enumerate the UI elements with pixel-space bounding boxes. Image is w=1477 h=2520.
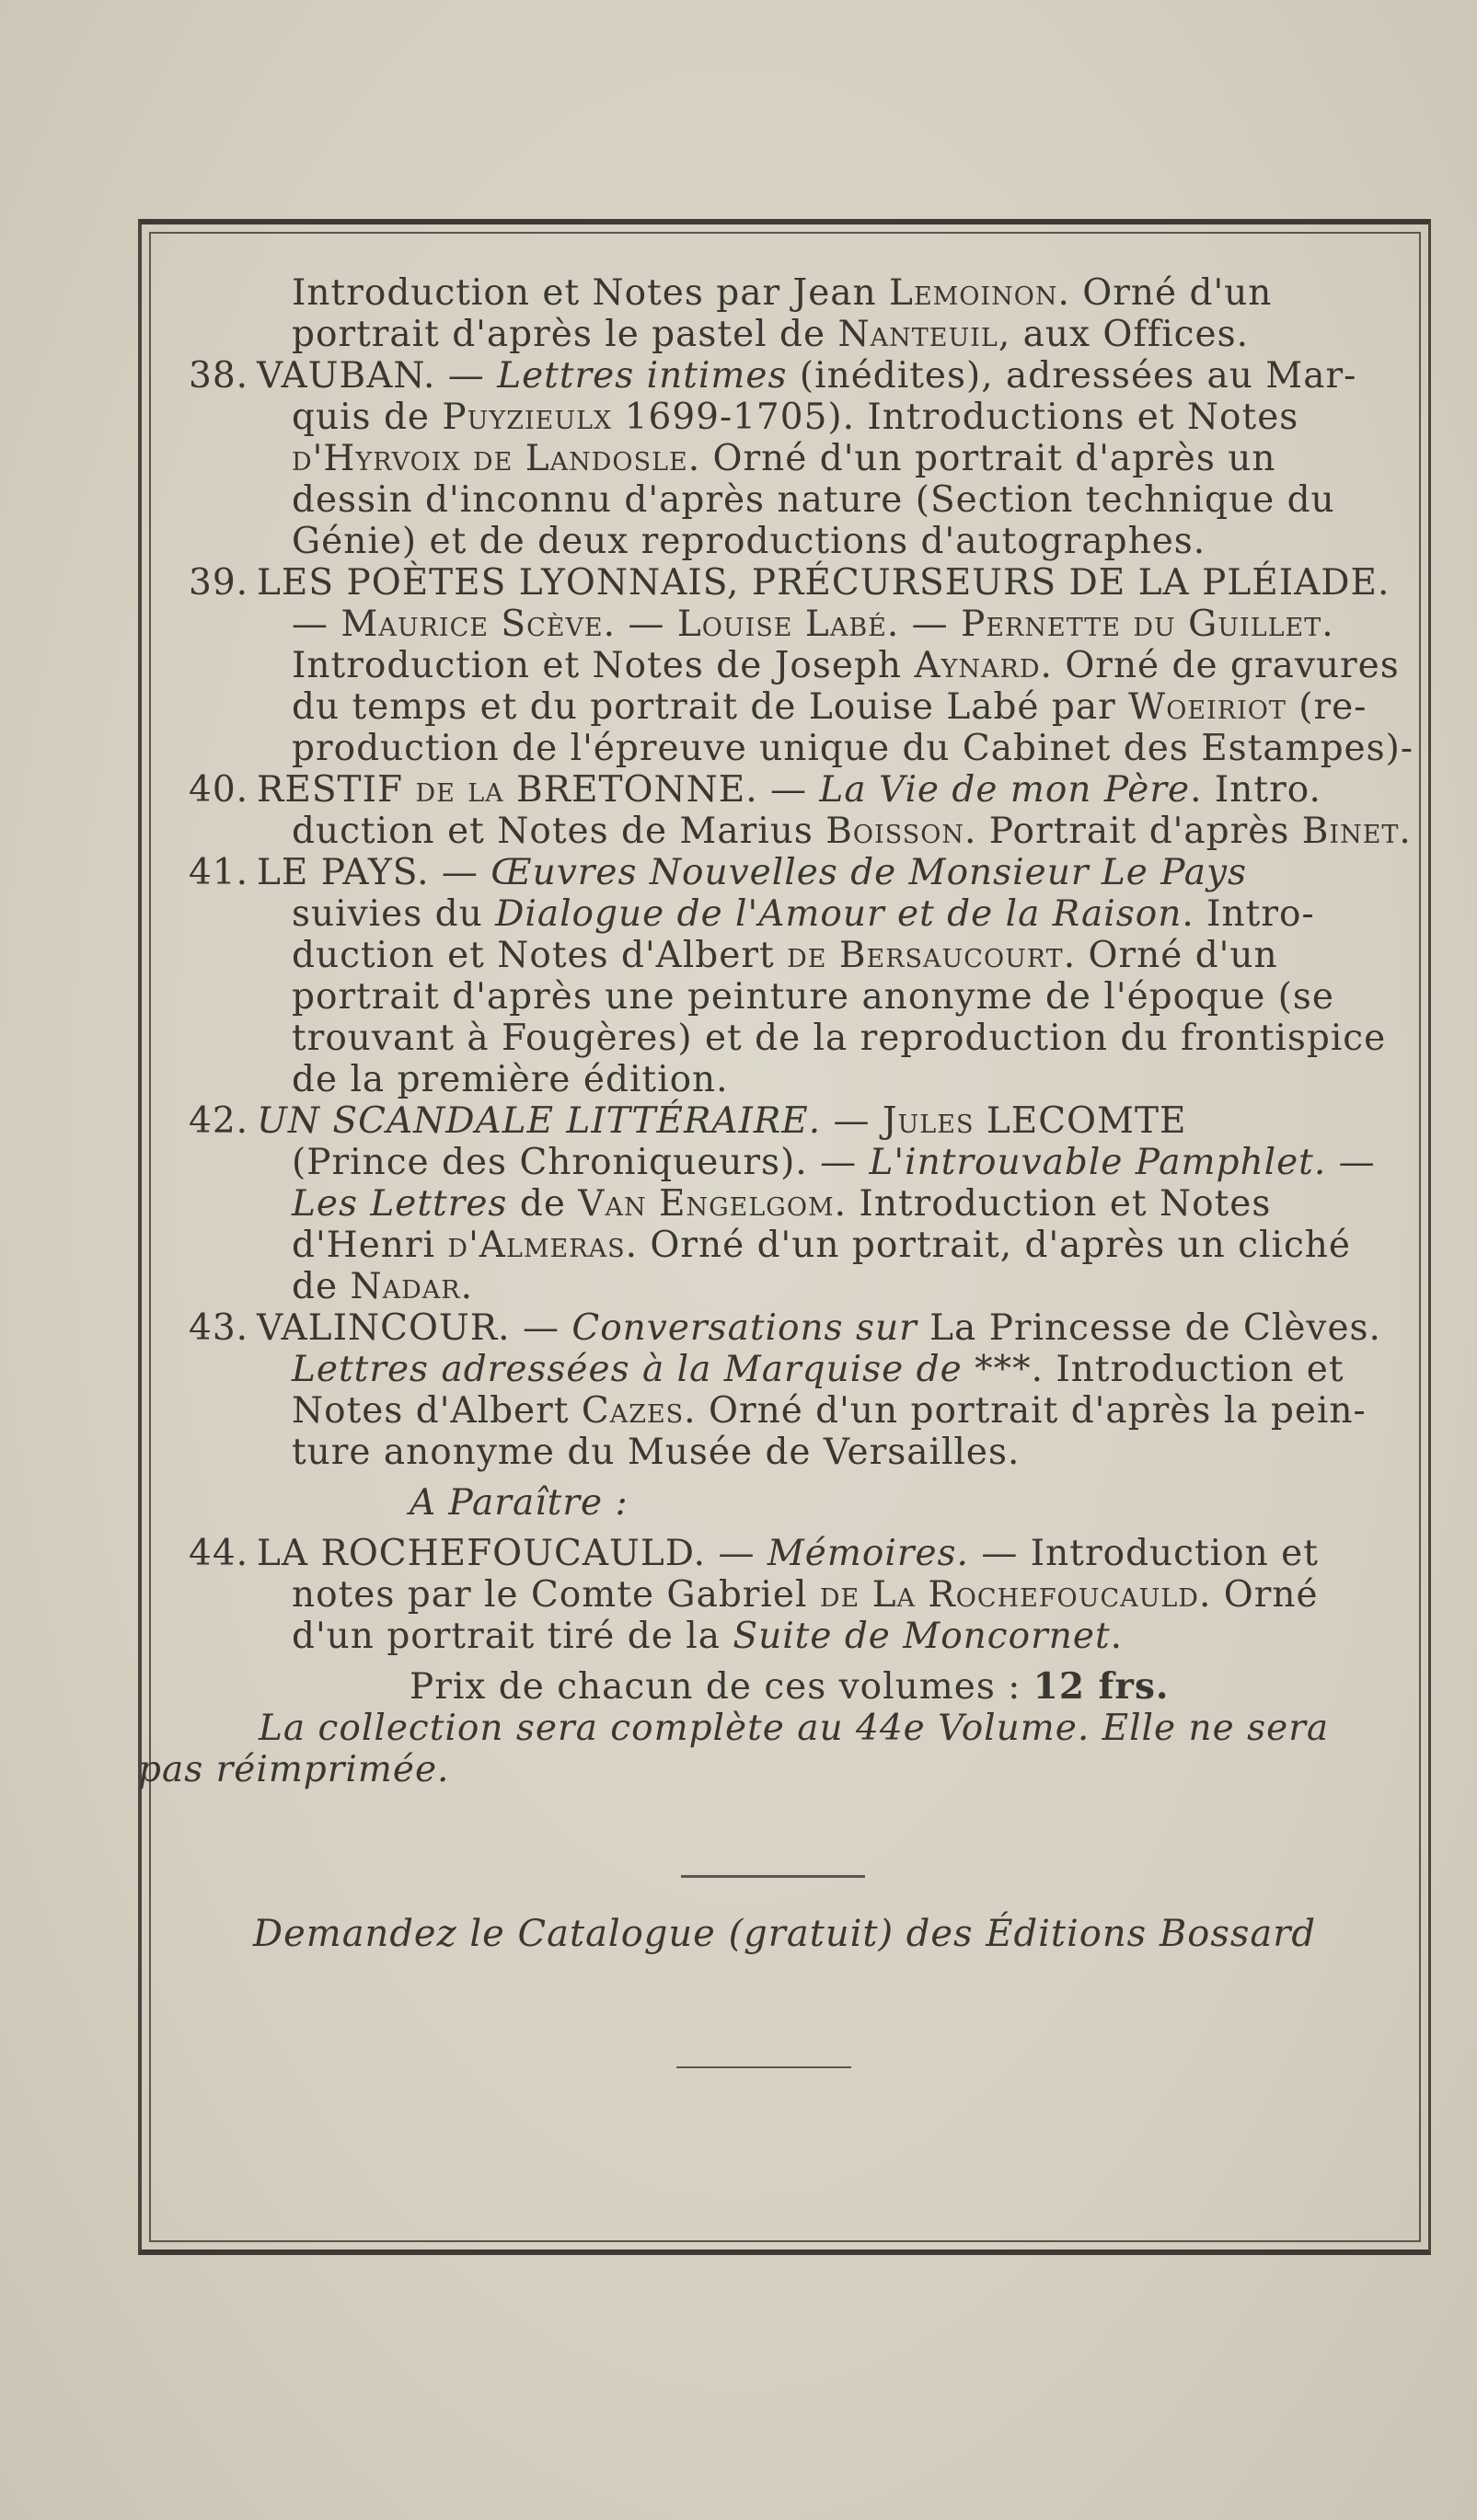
entry-number: 40. xyxy=(189,769,249,811)
price-label: Prix de chacun de ces volumes : xyxy=(410,1666,1021,1708)
entry-number: 42. xyxy=(189,1100,249,1142)
entry-38: 38. VAUBAN. — Lettres intimes (inédites), adressées au Mar- quis de Puyzieulx 1699-1705). Introductions et Notes d'Hyrvoix de Landosle. Orné d'un portrait d'après un dessin d'inconnu d'après nature (Section technique du Génie) et de deux reproductions d'autographes. xyxy=(189,355,1403,562)
entry-38-line-5: Génie) et de deux reproductions d'autographes. xyxy=(292,521,1206,562)
continuation-line-2: portrait d'après le pastel de Nanteuil, aux Offices. xyxy=(292,314,1250,355)
entry-39-line-5: production de l'épreuve unique du Cabinet des Estampes)- xyxy=(292,728,1414,769)
entry-38-line-4: dessin d'inconnu d'après nature (Section technique du xyxy=(292,479,1335,521)
continuation-line-1: Introduction et Notes par Jean Lemoinon. Orné d'un xyxy=(292,272,1273,314)
entry-41: 41. LE PAYS. — Œuvres Nouvelles de Monsieur Le Pays suivies du Dialogue de l'Amour et de la Raison. Intro- duction et Notes d'Albert de Bersaucourt. Orné d'un portrait d'après une peinture anonyme de l'époque (se trouvant à Fougères) et de la reproduction du frontispice de la première édition. xyxy=(189,852,1403,1100)
entry-43: 43. VALINCOUR. — Conversations sur La Princesse de Clèves. Lettres adressées à la Marquise de ***. Introduction et Notes d'Albert Cazes. Orné d'un portrait d'après la pein- ture anonyme du Musée de Versailles. xyxy=(189,1307,1403,1473)
catalogue-text xyxy=(138,272,1414,1790)
separator-rule-1 xyxy=(681,1875,865,1878)
entry-number: 41. xyxy=(189,852,249,893)
entry-41-line-5: trouvant à Fougères) et de la reproduction du frontispice xyxy=(292,1018,1387,1059)
entry-number: 38. xyxy=(189,355,249,397)
entry-number: 43. xyxy=(189,1307,249,1349)
entry-40: 40. RESTIF de la BRETONNE. — La Vie de mon Père. Intro. duction et Notes de Marius Boisson. Portrait d'après Binet. xyxy=(189,769,1412,852)
entry-42: 42. UN SCANDALE LITTÉRAIRE. — Jules LECOMTE (Prince des Chroniqueurs). — L'introuvable Pamphlet. — Les Lettres de Van Engelgom. Introduction et Notes d'Henri d'Almeras. Orné d'un portrait, d'après un cliché de Nadar. xyxy=(189,1100,1376,1307)
entry-39: 39. LES POÈTES LYONNAIS, PRÉCURSEURS DE LA PLÉIADE. — Maurice Scève. — Louise Labé. — Pernette du Guillet. Introduction et Notes de Joseph Aynard. Orné de gravures du temps et du portrait de Louise Labé par Woeiriot (re- production de l'épreuve unique du Cabinet des Estampes)- xyxy=(189,562,1414,769)
a-paraitre-heading: A Paraître : xyxy=(410,1482,629,1524)
entry-number: 44. xyxy=(189,1533,249,1574)
price-line xyxy=(189,1666,1403,1708)
entry-39-title: LES POÈTES LYONNAIS, PRÉCURSEURS DE LA PLÉIADE. xyxy=(257,562,1390,604)
catalogue-request: Demandez le Catalogue (gratuit) des Éditions Bossard xyxy=(253,1913,1316,1955)
entry-41-line-6: de la première édition. xyxy=(292,1059,729,1100)
entry-44: 44. LA ROCHEFOUCAULD. — Mémoires. — Introduction et notes par le Comte Gabriel de La Rochefoucauld. Orné d'un portrait tiré de la Suite de Moncornet. xyxy=(189,1533,1319,1657)
collection-note-line-2: pas réimprimée. xyxy=(138,1749,450,1790)
entry-43-line-4: ture anonyme du Musée de Versailles. xyxy=(292,1432,1021,1473)
entry-41-line-4: portrait d'après une peinture anonyme de l'époque (se xyxy=(292,976,1334,1018)
separator-rule-2 xyxy=(676,2066,851,2068)
collection-note-line-1: La collection sera complète au 44e Volume. Elle ne sera xyxy=(259,1708,1330,1749)
entry-number: 39. xyxy=(189,562,249,604)
price-value: 12 frs. xyxy=(1033,1665,1170,1708)
